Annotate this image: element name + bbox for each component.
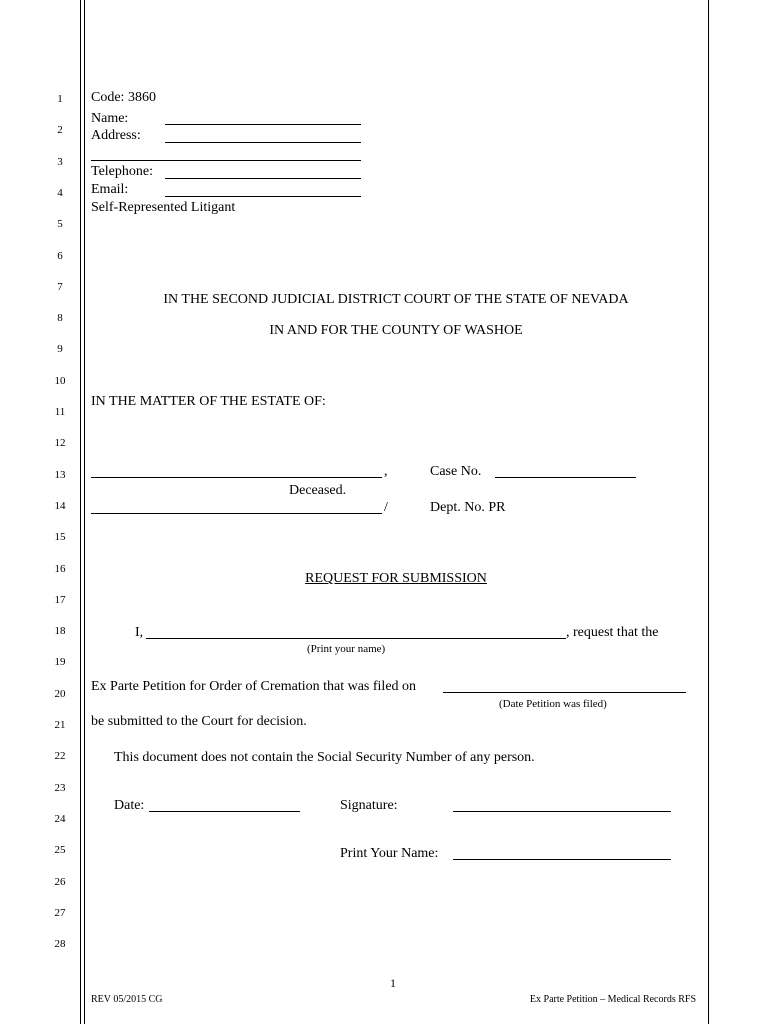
deceased-label: Deceased. xyxy=(289,483,347,498)
line-number: 18 xyxy=(54,625,66,637)
email-field[interactable] xyxy=(165,196,361,197)
address-field-line1[interactable] xyxy=(165,142,361,143)
line-number: 3 xyxy=(57,156,63,168)
line-number: 9 xyxy=(57,343,63,355)
line-number: 25 xyxy=(54,844,66,856)
caption-divider-line xyxy=(91,513,382,514)
revision-code: REV 05/2015 CG xyxy=(91,994,163,1005)
requester-name-field[interactable] xyxy=(146,638,566,639)
line-number: 12 xyxy=(54,437,66,449)
petition-filed-date-field[interactable] xyxy=(443,692,686,693)
dept-no-text: Dept. No. PR xyxy=(430,500,506,515)
line-number: 11 xyxy=(54,406,66,418)
telephone-label: Telephone: xyxy=(91,164,153,179)
line-number: 19 xyxy=(54,656,66,668)
left-margin-rule-inner xyxy=(84,0,85,1024)
line-number: 4 xyxy=(57,187,63,199)
date-field[interactable] xyxy=(149,811,300,812)
i-prefix: I, xyxy=(135,625,144,640)
case-no-field[interactable] xyxy=(495,477,636,478)
line-number: 20 xyxy=(54,688,66,700)
name-label: Name: xyxy=(91,111,129,126)
line-number: 5 xyxy=(57,218,63,230)
document-title: REQUEST FOR SUBMISSION xyxy=(305,571,487,586)
signature-label: Signature: xyxy=(340,798,398,813)
line-number: 1 xyxy=(57,93,63,105)
print-name-hint: (Print your name) xyxy=(307,643,386,655)
line-number: 16 xyxy=(54,563,66,575)
self-represented-text: Self-Represented Litigant xyxy=(91,200,236,215)
line-number: 27 xyxy=(54,907,66,919)
telephone-field[interactable] xyxy=(165,178,361,179)
line-number: 17 xyxy=(54,594,66,606)
line-number: 26 xyxy=(54,876,66,888)
date-filed-hint: (Date Petition was filed) xyxy=(499,698,607,710)
date-label: Date: xyxy=(114,798,145,813)
line-number: 10 xyxy=(54,375,66,387)
signature-field[interactable] xyxy=(453,811,671,812)
email-label: Email: xyxy=(91,182,129,197)
code-text: Code: 3860 xyxy=(91,90,156,105)
decedent-comma: , xyxy=(384,464,388,479)
line-number: 14 xyxy=(54,500,66,512)
request-suffix: , request that the xyxy=(566,625,659,640)
print-your-name-field[interactable] xyxy=(453,859,671,860)
submitted-text: be submitted to the Court for decision. xyxy=(91,714,307,729)
decedent-name-field[interactable] xyxy=(91,477,382,478)
caption-slash: / xyxy=(384,500,388,515)
line-number: 23 xyxy=(54,782,66,794)
line-number: 21 xyxy=(54,719,66,731)
line-number: 7 xyxy=(57,281,63,293)
line-number: 15 xyxy=(54,531,66,543)
line-number: 22 xyxy=(54,750,66,762)
line-number: 2 xyxy=(57,124,63,136)
left-margin-rule-outer xyxy=(80,0,81,1024)
address-label: Address: xyxy=(91,128,141,143)
address-field-line2[interactable] xyxy=(91,160,361,161)
petition-text: Ex Parte Petition for Order of Cremation that was filed on xyxy=(91,679,417,694)
right-margin-rule xyxy=(708,0,709,1024)
estate-of-heading: IN THE MATTER OF THE ESTATE OF: xyxy=(91,394,326,409)
line-number: 6 xyxy=(57,250,63,262)
court-name-line1: IN THE SECOND JUDICIAL DISTRICT COURT OF THE STATE OF NEVADA xyxy=(163,292,629,307)
line-number: 28 xyxy=(54,938,66,950)
line-number: 24 xyxy=(54,813,66,825)
line-number: 8 xyxy=(57,312,63,324)
line-number: 13 xyxy=(54,469,66,481)
case-no-label: Case No. xyxy=(430,464,482,479)
form-name: Ex Parte Petition – Medical Records RFS xyxy=(529,994,696,1005)
print-your-name-label: Print Your Name: xyxy=(340,846,439,861)
ssn-statement: This document does not contain the Social Security Number of any person. xyxy=(114,750,535,765)
name-field[interactable] xyxy=(165,124,361,125)
court-name-line2: IN AND FOR THE COUNTY OF WASHOE xyxy=(269,323,523,338)
page-number: 1 xyxy=(390,976,396,990)
